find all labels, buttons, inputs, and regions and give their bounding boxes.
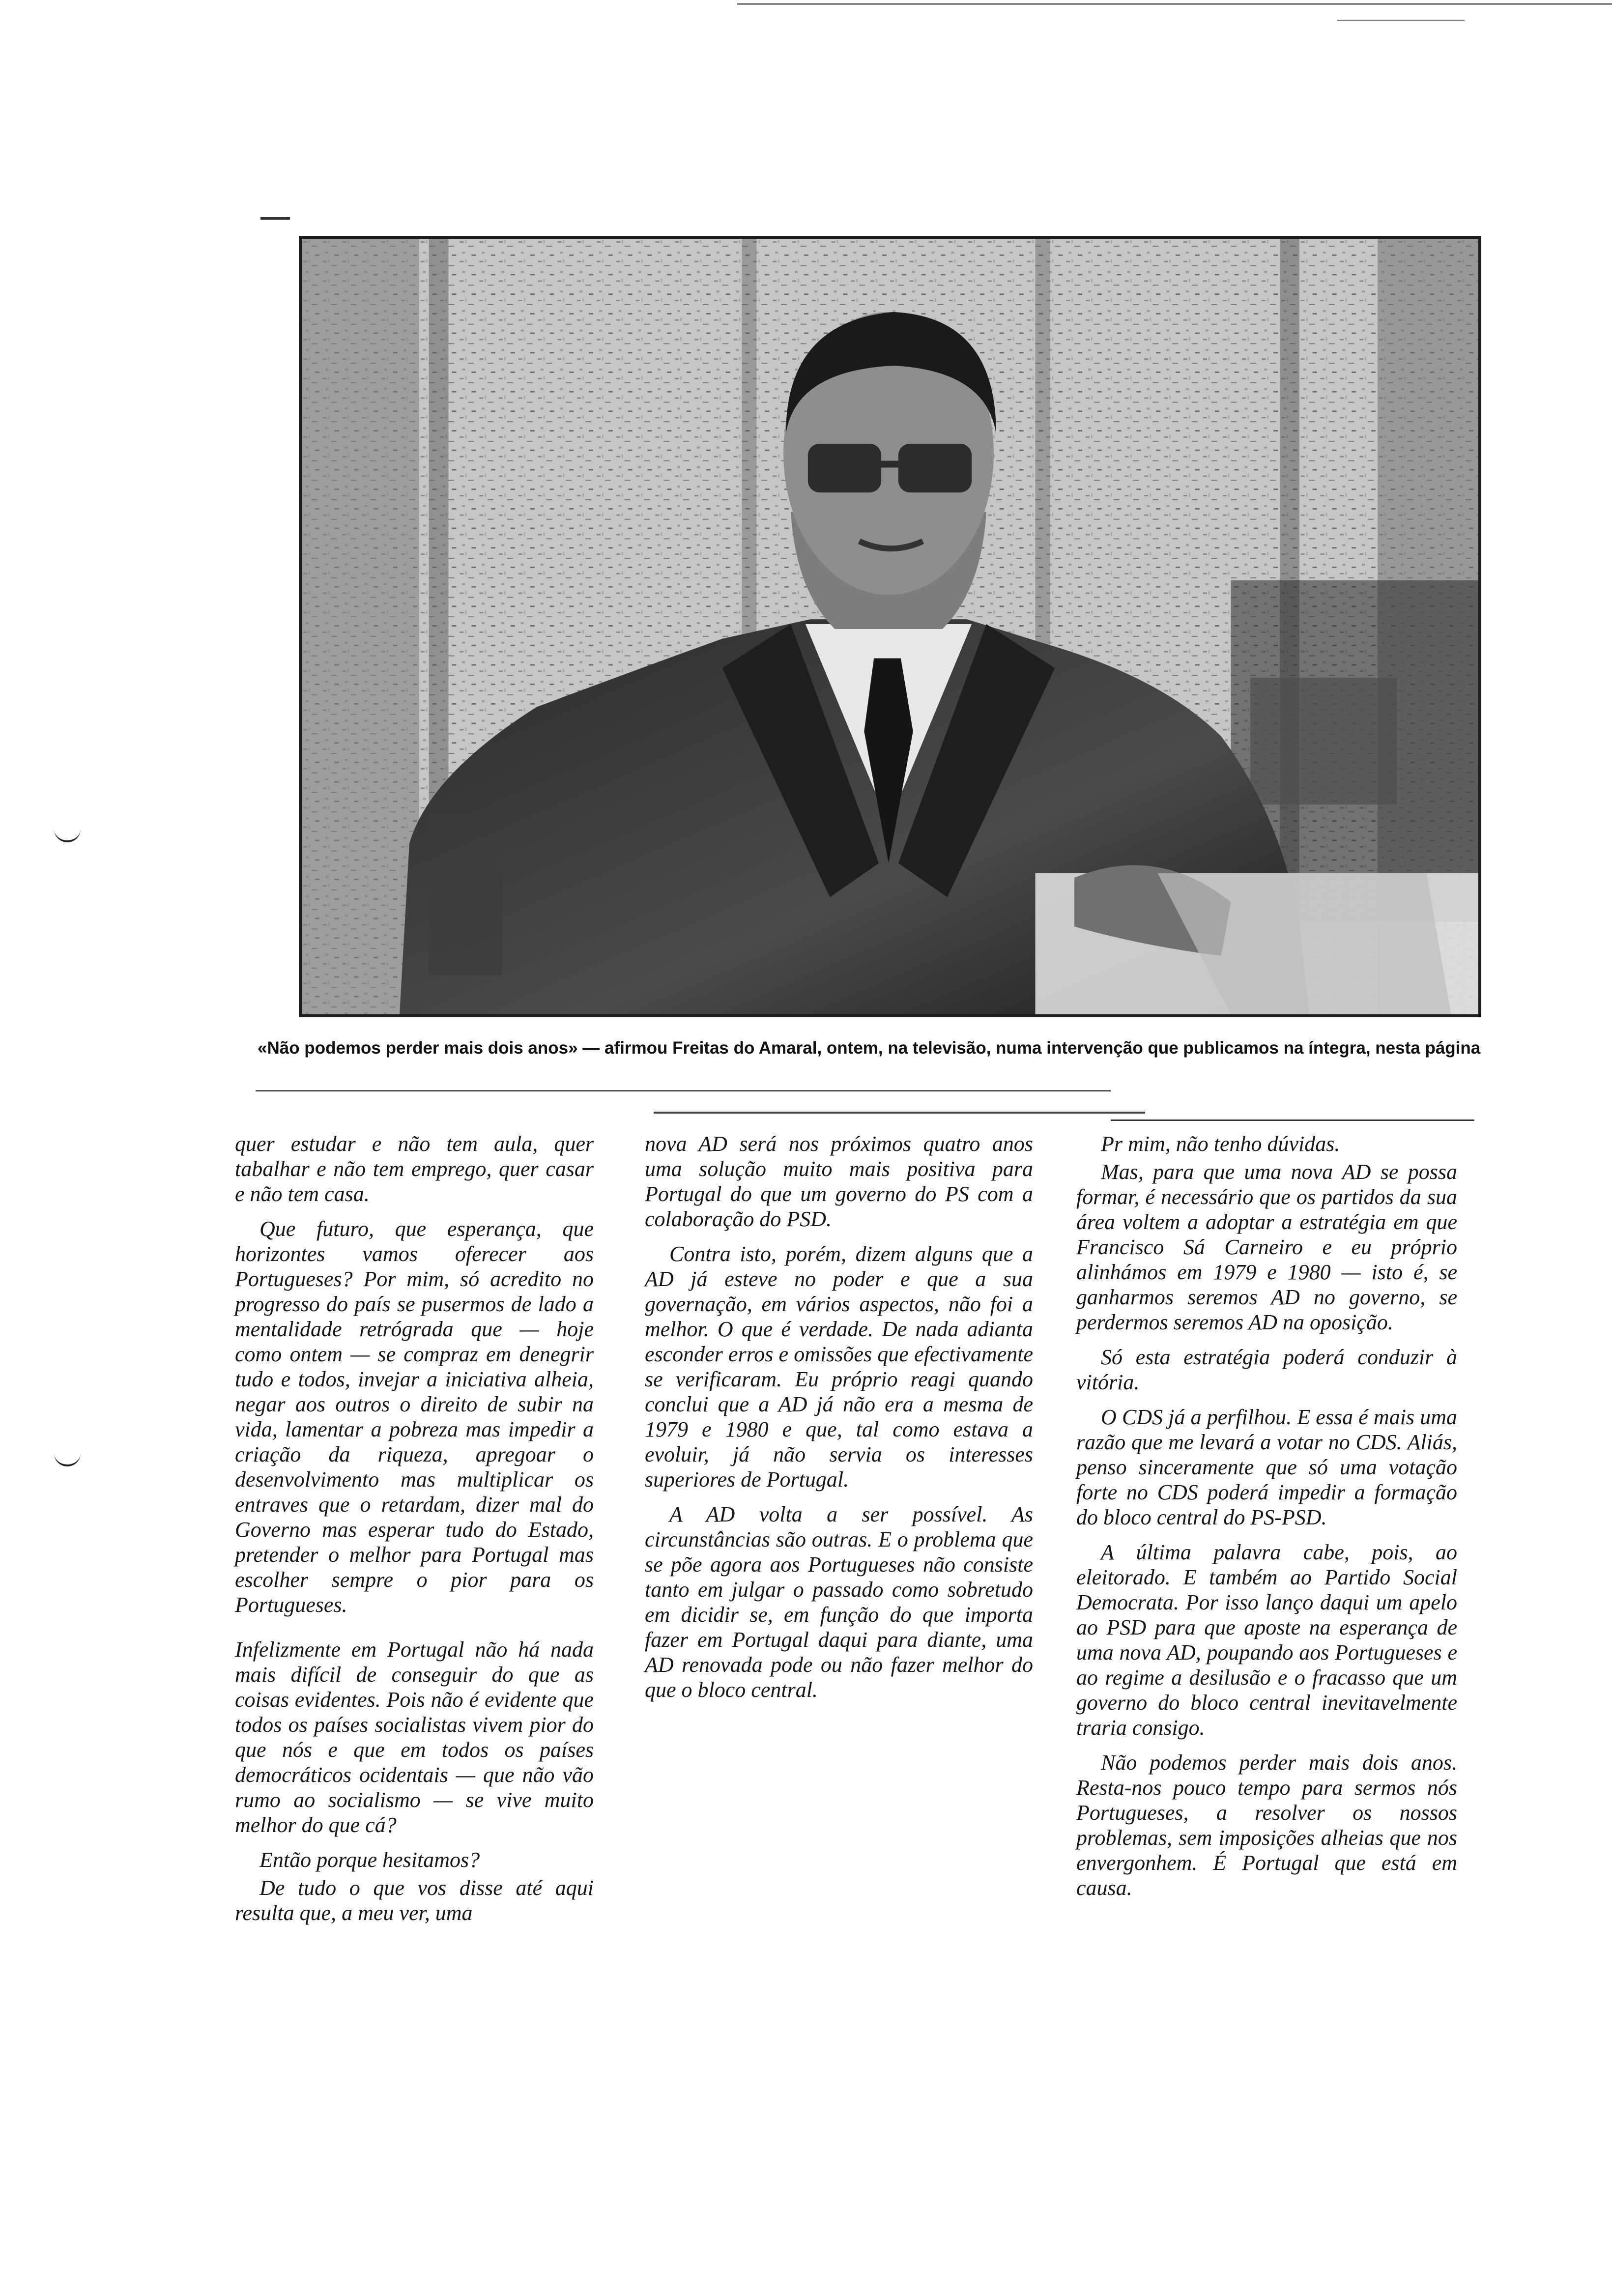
- article-column-3: [1076, 1131, 1457, 1910]
- paragraph: nova AD será nos próximos quatro anos uma solução muito mais positiva para Portugal do que um governo do PS com a colaboração do PSD.: [645, 1132, 1033, 1231]
- portrait-illustration: [302, 239, 1478, 1014]
- portrait-photo: [299, 236, 1481, 1017]
- paragraph: quer estudar e não tem aula, quer tabalhar e não tem emprego, quer casar e não tem casa.: [235, 1132, 594, 1206]
- photo-tick-mark: [260, 217, 290, 220]
- paragraph: De tudo o que vos disse até aqui resulta que, a meu ver, uma: [235, 1876, 594, 1925]
- article-column-1: [235, 1131, 594, 1935]
- photo-caption: «Não podemos perder mais dois anos» — afirmou Freitas do Amaral, ontem, na televisão, numa intervenção que publicamos na íntegra, nesta página: [258, 1038, 1481, 1058]
- margin-mark: [54, 1450, 81, 1466]
- paragraph: Que futuro, que esperança, que horizontes vamos oferecer aos Portugueses? Por mim, só acredito no progresso do país se pusermos de lado a mentalidade retrógrada que — hoje como ontem — se compraz em denegrir tudo e todos, invejar a iniciativa alheia, negar aos outros o direito de subir na vida, lamentar a pobreza mas impedir a criação da riqueza, apregoar o desenvolvimento mas multiplicar os entraves que o retardam, dizer mal do Governo mas esperar tudo do Estado, pretender o melhor para Portugal mas escolher sempre o pior para os Portugueses.: [235, 1217, 594, 1617]
- column-top-rule: [654, 1112, 1145, 1114]
- paragraph: Infelizmente em Portugal não há nada mais difícil de conseguir do que as coisas evidentes. Pois não é evidente que todos os países socialistas vivem pior do que nós e que em todos os países democráticos ocidentais — que não vão rumo ao socialismo — se vive muito melhor do que cá?: [235, 1637, 594, 1837]
- paragraph: Então porque hesitamos?: [259, 1848, 480, 1872]
- column-top-rule-right: [1111, 1119, 1474, 1121]
- paragraph: Pr mim, não tenho dúvidas.: [1101, 1132, 1340, 1156]
- paragraph: Não podemos perder mais dois anos. Resta-nos pouco tempo para sermos nós Portugueses, a resolver os nossos problemas, sem imposições alheias que nos envergonhem. É Portugal que está em causa.: [1076, 1751, 1457, 1900]
- scan-top-rule-short: [1337, 20, 1465, 21]
- paragraph: Contra isto, porém, dizem alguns que a AD já esteve no poder e que a sua governação, em vários aspectos, não foi a melhor. O que é verdade. De nada adianta esconder erros e omissões que efectivamente se verificaram. Eu próprio reagi quando conclui que a AD já não era a mesma de 1979 e 1980 e que, tal como estava a evoluir, já não servia os interesses superiores de Portugal.: [645, 1242, 1033, 1492]
- paragraph: Mas, para que uma nova AD se possa formar, é necessário que os partidos da sua área voltem a adoptar a estratégia em que Francisco Sá Carneiro e eu próprio alinhámos em 1979 e 1980 — isto é, se ganharmos seremos AD no governo, se perdermos seremos AD na oposição.: [1076, 1160, 1457, 1334]
- paragraph: O CDS já a perfilhou. E essa é mais uma razão que me levará a votar no CDS. Aliás, penso sinceramente que só uma votação forte no CDS poderá impedir a formação do bloco central do PS-PSD.: [1076, 1405, 1457, 1529]
- margin-mark: [54, 826, 81, 842]
- scan-top-rule: [737, 3, 1612, 5]
- paragraph: A última palavra cabe, pois, ao eleitorado. E também ao Partido Social Democrata. Por isso lanço daqui um apelo ao PSD para que aposte na esperança de uma nova AD, poupando aos Portugueses e ao regime a desilusão e o fracasso que um governo do bloco central inevitavelmente traria consigo.: [1076, 1540, 1457, 1740]
- article-column-2: [645, 1131, 1033, 1712]
- caption-underline: [256, 1090, 1111, 1091]
- paragraph: A AD volta a ser possível. As circunstâncias são outras. E o problema que se põe agora aos Portugueses não consiste tanto em julgar o passado como sobretudo em dicidir se, em função do que importa fazer em Portugal daqui para diante, uma AD renovada pode ou não fazer melhor do que o bloco central.: [645, 1502, 1033, 1702]
- paragraph: Só esta estratégia poderá conduzir à vitória.: [1076, 1345, 1457, 1394]
